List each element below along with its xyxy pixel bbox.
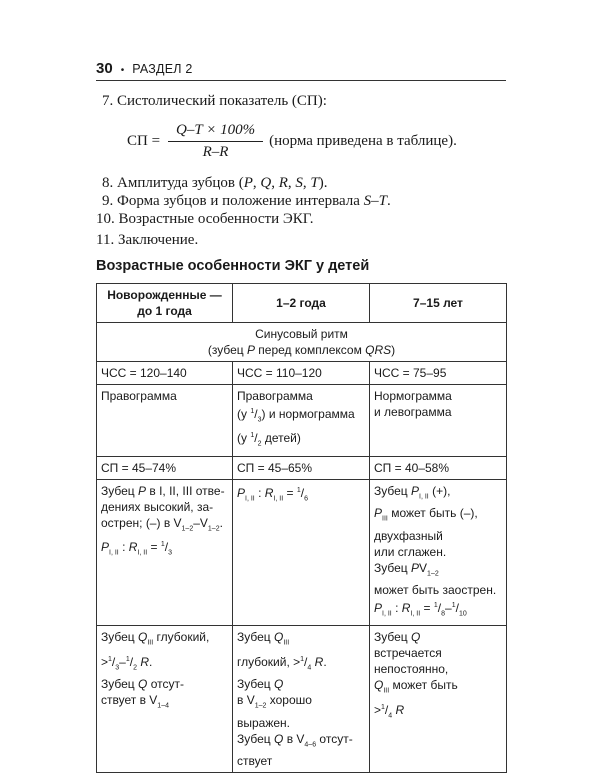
gram-1-2-line-1: Правограмма bbox=[237, 389, 313, 403]
p-7-15-line-3: двухфазный bbox=[374, 528, 443, 543]
section-title: РАЗДЕЛ 2 bbox=[132, 62, 193, 76]
q-7-15-line-5: $>^1/_4$ R bbox=[374, 702, 405, 720]
p-wave-1-2 bbox=[233, 479, 370, 626]
sinus-rhythm-cell bbox=[97, 323, 507, 362]
q-wave-newborn bbox=[97, 626, 233, 773]
list-item-8: 8. Амплитуда зубцов (P, Q, R, S, T). bbox=[102, 175, 328, 191]
list-item-9: 9. Форма зубцов и положение интервала S–T. bbox=[102, 193, 391, 209]
q-wave-7-15 bbox=[370, 626, 507, 773]
q-newborn-line-3: Зубец Q отсут- bbox=[101, 677, 184, 692]
table-title: Возрастные особенности ЭКГ у детей bbox=[96, 258, 370, 274]
p-7-15-line-7: $P_{I, II}$ : $R_{I, II} = ^1/_8-^1/_{10}$ bbox=[374, 600, 467, 618]
p-newborn-line-1: Зубец P в I, II, III отве- bbox=[101, 483, 225, 498]
q-1-2-line-4: в $V_{1-2}$ хорошо выражен. bbox=[237, 693, 312, 730]
sinus-line-1: Синусовый ритм bbox=[255, 327, 348, 341]
p-1-2-line-1: $P_{I, II}$ : $R_{I, II} = ^1/_6$ bbox=[237, 485, 309, 503]
chss-newborn: ЧСС = 120–140 bbox=[97, 362, 233, 385]
q-7-15-line-2: встречается bbox=[374, 646, 442, 661]
table-row-sp bbox=[97, 456, 507, 479]
p-7-15-line-1: Зубец $P_{I, II}$ (+), bbox=[374, 483, 451, 501]
p-wave-7-15 bbox=[370, 479, 507, 626]
table-row-p-wave bbox=[97, 479, 507, 626]
q-1-2-line-1: Зубец $Q_{III}$ bbox=[237, 630, 290, 647]
p-7-15-line-5: Зубец $PV_{1-2}$ bbox=[374, 560, 439, 577]
table-row-q-wave bbox=[97, 626, 507, 773]
p-newborn-line-4: $P_{I, II}$ : $R_{I, II} = ^1/_3$ bbox=[101, 540, 173, 557]
list-item-11: 11. Заключение. bbox=[96, 232, 199, 248]
q-1-2-line-2: глубокий, $>^1/_4$ R. bbox=[237, 654, 327, 672]
q-1-2-line-3: Зубец Q bbox=[237, 677, 284, 692]
sp-1-2: СП = 45–65% bbox=[233, 456, 370, 479]
q-newborn-line-1: Зубец $Q_{III}$ глубокий, bbox=[101, 630, 210, 647]
table-row-chss bbox=[97, 362, 507, 385]
q-1-2-line-5: Зубец Q в $V_{4-6}$ отсут- bbox=[237, 731, 353, 748]
p-7-15-line-2: $P_{III}$ может быть (–), bbox=[374, 506, 478, 523]
q-newborn-line-4: ствует в $V_{1-4}$ bbox=[101, 693, 169, 710]
q-7-15-line-3: непостоянно, bbox=[374, 662, 449, 677]
gram-1-2-line-3: (у $^1/_2$ детей) bbox=[237, 431, 301, 448]
table-header-row bbox=[97, 284, 507, 323]
list-item-7: 7. Систолический показатель (СП): bbox=[102, 93, 327, 109]
gram-7-15-line-1: Нормограмма bbox=[374, 389, 452, 403]
q-newborn-line-2: $>^1/_3-^1/_2$ R. bbox=[101, 654, 153, 672]
header-7-15-years: 7–15 лет bbox=[370, 284, 507, 323]
header-rule bbox=[96, 80, 506, 81]
sp-newborn: СП = 45–74% bbox=[97, 456, 233, 479]
p-7-15-line-6: может быть заострен. bbox=[374, 582, 497, 597]
header-bullet: • bbox=[120, 65, 125, 76]
p-wave-newborn bbox=[97, 479, 233, 626]
header-1-2-years: 1–2 года bbox=[233, 284, 370, 323]
gram-7-15 bbox=[370, 385, 507, 457]
p-7-15-line-4: или сглажен. bbox=[374, 544, 447, 559]
page-header bbox=[96, 60, 192, 77]
list-item-10: 10. Возрастные особенности ЭКГ. bbox=[96, 211, 314, 227]
formula-fraction bbox=[168, 122, 263, 161]
formula-denominator: R–R bbox=[202, 144, 229, 160]
gram-1-2-line-2: (у $^1/_3$) и нормограмма bbox=[237, 407, 355, 424]
sp-formula bbox=[127, 122, 457, 161]
q-wave-1-2 bbox=[233, 626, 370, 773]
formula-note: (норма приведена в таблице). bbox=[269, 133, 457, 149]
q-7-15-line-4: $Q_{III}$ может быть bbox=[374, 678, 458, 695]
page-number: 30 bbox=[96, 60, 113, 77]
table-row-sinus bbox=[97, 323, 507, 362]
chss-7-15: ЧСС = 75–95 bbox=[370, 362, 507, 385]
sinus-line-2: (зубец P перед комплексом QRS) bbox=[207, 343, 396, 357]
sp-7-15: СП = 40–58% bbox=[370, 456, 507, 479]
formula-numerator: Q–T × 100% bbox=[168, 122, 263, 142]
p-newborn-line-3: острен; (–) в $V_{1-2}-V_{1-2}$. bbox=[101, 515, 223, 533]
q-1-2-line-6: ствует bbox=[237, 753, 273, 768]
gram-1-2 bbox=[233, 385, 370, 457]
gram-7-15-line-2: и левограмма bbox=[374, 405, 452, 419]
table-row-gram bbox=[97, 385, 507, 457]
formula-lhs: СП = bbox=[127, 133, 161, 149]
chss-1-2: ЧСС = 110–120 bbox=[233, 362, 370, 385]
p-newborn-line-2: дениях высокий, за- bbox=[101, 499, 214, 514]
ecg-age-table bbox=[96, 283, 507, 773]
header-newborn: Новорожденные — до 1 года bbox=[97, 284, 233, 323]
q-7-15-line-1: Зубец Q bbox=[374, 630, 421, 645]
gram-newborn: Правограмма bbox=[97, 385, 233, 457]
